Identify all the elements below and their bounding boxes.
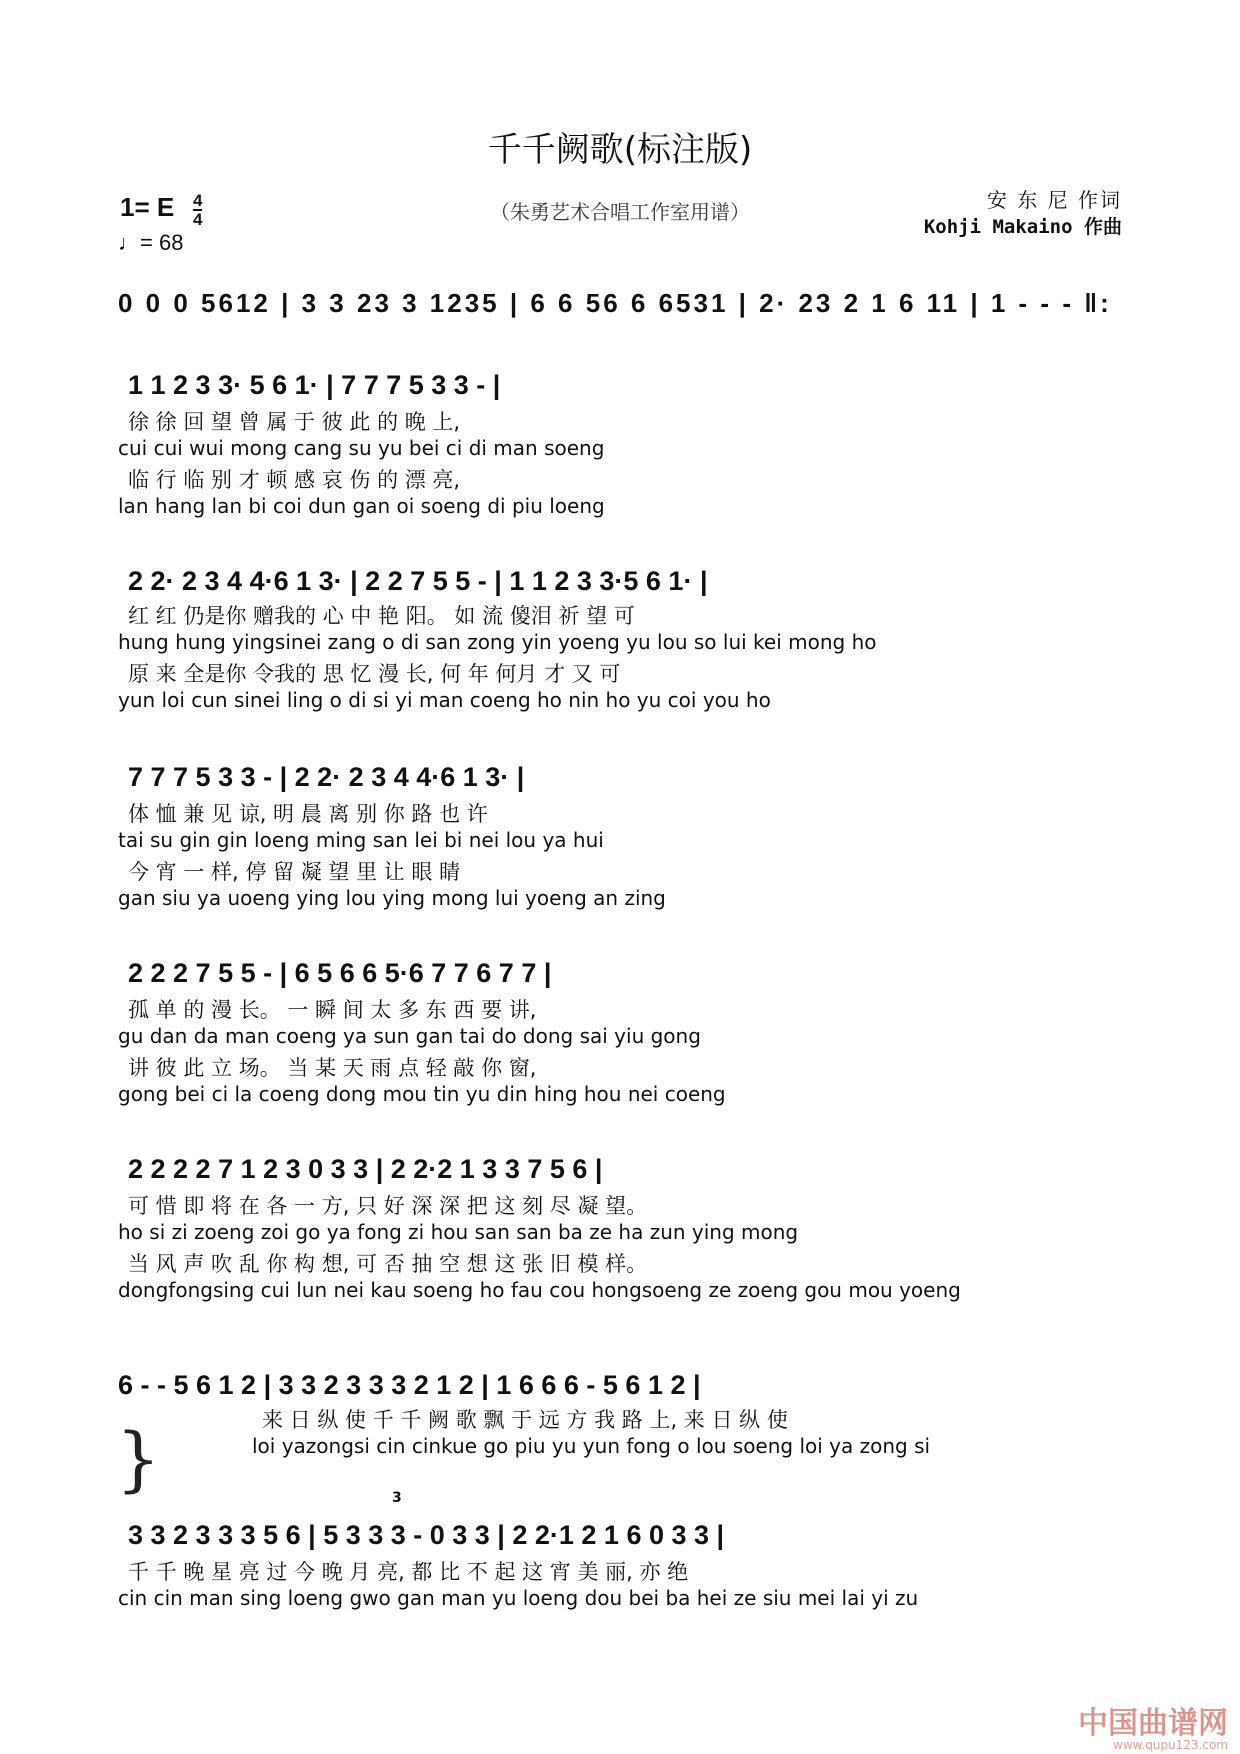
- system-2-lyric-pin-1: hung hung yingsinei zang o di san zong yin yoeng yu lou so lui kei mong ho: [118, 630, 877, 654]
- system-3-notes: 7 7 7 5 3 3 - | 2 2· 2 3 4 4·6 1 3· |: [128, 762, 525, 792]
- system-4-notes: 2 2 2 7 5 5 - | 6 5 6 6 5·6 7 7 6 7 7 |: [128, 958, 552, 988]
- system-1-lyric-zh-2: 临 行 临 别 才 顿 感 哀 伤 的 漂 亮,: [128, 468, 461, 492]
- tempo-marking: ♩= 68: [118, 230, 184, 255]
- lyricist-credit: 安 东 尼 作词: [986, 188, 1122, 212]
- system-5-lyric-pin-1: ho si zi zoeng zoi go ya fong zi hou san san ba ze ha zun ying mong: [118, 1220, 799, 1244]
- system-3-lyric-pin-1: tai su gin gin loeng ming san lei bi nei lou ya hui: [118, 828, 604, 852]
- system-1-lyric-pin-1: cui cui wui mong cang su yu bei ci di man soeng: [118, 436, 605, 460]
- system-4-lyric-pin-2: gong bei ci la coeng dong mou tin yu din hing hou nei coeng: [118, 1082, 726, 1106]
- system-1-notes: 1 1 2 3 3· 5 6 1· | 7 7 7 5 3 3 - |: [128, 370, 501, 400]
- system-3-lyric-zh-1: 体 恤 兼 见 谅, 明 晨 离 别 你 路 也 许: [128, 802, 488, 826]
- system-4-lyric-zh-1: 孤 单 的 漫 长。 一 瞬 间 太 多 东 西 要 讲,: [128, 998, 537, 1022]
- intro-notation: 0 0 0 5612 | 3 3 23 3 1235 | 6 6 56 6 6531 | 2· 23 2 1 6 11 | 1 - - - ‖:: [118, 288, 1112, 318]
- key-signature: 1= E: [120, 192, 175, 222]
- system-1-lyric-zh-1: 徐 徐 回 望 曾 属 于 彼 此 的 晚 上,: [128, 410, 461, 434]
- system-6-lyric-zh-1: 来 日 纵 使 千 千 阙 歌 飘 于 远 方 我 路 上, 来 日 纵 使: [262, 1408, 788, 1432]
- system-5-lyric-zh-1: 可 惜 即 将 在 各 一 方, 只 好 深 深 把 这 刻 尽 凝 望。: [128, 1194, 648, 1218]
- meter-bottom: 4: [193, 210, 203, 229]
- triplet-mark: 3: [392, 1490, 402, 1506]
- site-watermark: 中国曲谱网: [1078, 1707, 1228, 1740]
- system-7-notes: 3 3 2 3 3 3 5 6 | 5 3 3 3 - 0 3 3 | 2 2·1 2 1 6 0 3 3 |: [128, 1520, 725, 1550]
- system-4-lyric-zh-2: 讲 彼 此 立 场。 当 某 天 雨 点 轻 敲 你 窗,: [128, 1056, 537, 1080]
- system-4-lyric-pin-1: gu dan da man coeng ya sun gan tai do dong sai yiu gong: [118, 1024, 701, 1048]
- subtitle: （朱勇艺术合唱工作室用谱）: [490, 200, 750, 224]
- meter-top: 4: [193, 191, 203, 210]
- system-5-lyric-pin-2: dongfongsing cui lun nei kau soeng ho fau cou hongsoeng ze zoeng gou mou yoeng: [118, 1278, 961, 1302]
- system-3-lyric-zh-2: 今 宵 一 样, 停 留 凝 望 里 让 眼 睛: [128, 860, 461, 884]
- composer-credit: Kohji Makaino 作曲: [923, 216, 1122, 238]
- system-5-notes: 2 2 2 2 7 1 2 3 0 3 3 | 2 2·2 1 3 3 7 5 6 |: [128, 1154, 603, 1184]
- page-title: 千千阙歌(标注版): [487, 130, 753, 170]
- system-2-lyric-pin-2: yun loi cun sinei ling o di si yi man coeng ho nin ho yu coi you ho: [118, 688, 771, 712]
- system-6-lyric-pin-1: loi yazongsi cin cinkue go piu yu yun fong o lou soeng loi ya zong si: [252, 1434, 931, 1458]
- site-watermark-url: www.qupu123.com: [1113, 1738, 1228, 1752]
- system-7-lyric-pin-1: cin cin man sing loeng gwo gan man yu loeng dou bei ba hei ze siu mei lai yi zu: [118, 1586, 919, 1610]
- system-2-notes: 2 2· 2 3 4 4·6 1 3· | 2 2 7 5 5 - | 1 1 2 3 3·5 6 1· |: [128, 566, 708, 596]
- system-5-lyric-zh-2: 当 风 声 吹 乱 你 构 想, 可 否 抽 空 想 这 张 旧 模 样。: [128, 1252, 648, 1276]
- system-6-notes: 6 - - 5 6 1 2 | 3 3 2 3 3 3 2 1 2 | 1 6 6 6 - 5 6 1 2 |: [118, 1370, 701, 1400]
- system-1-lyric-pin-2: lan hang lan bi coi dun gan oi soeng di piu loeng: [118, 494, 605, 518]
- system-7-lyric-zh-1: 千 千 晚 星 亮 过 今 晚 月 亮, 都 比 不 起 这 宵 美 丽, 亦 绝: [128, 1560, 689, 1584]
- system-2-lyric-zh-2: 原 来 全是你 令我的 思 忆 漫 长, 何 年 何月 才 又 可: [128, 662, 621, 686]
- brace-symbol: }: [116, 1418, 161, 1500]
- system-2-lyric-zh-1: 红 红 仍是你 赠我的 心 中 艳 阳。 如 流 傻泪 祈 望 可: [128, 604, 635, 628]
- system-3-lyric-pin-2: gan siu ya uoeng ying lou ying mong lui yoeng an zing: [118, 886, 666, 910]
